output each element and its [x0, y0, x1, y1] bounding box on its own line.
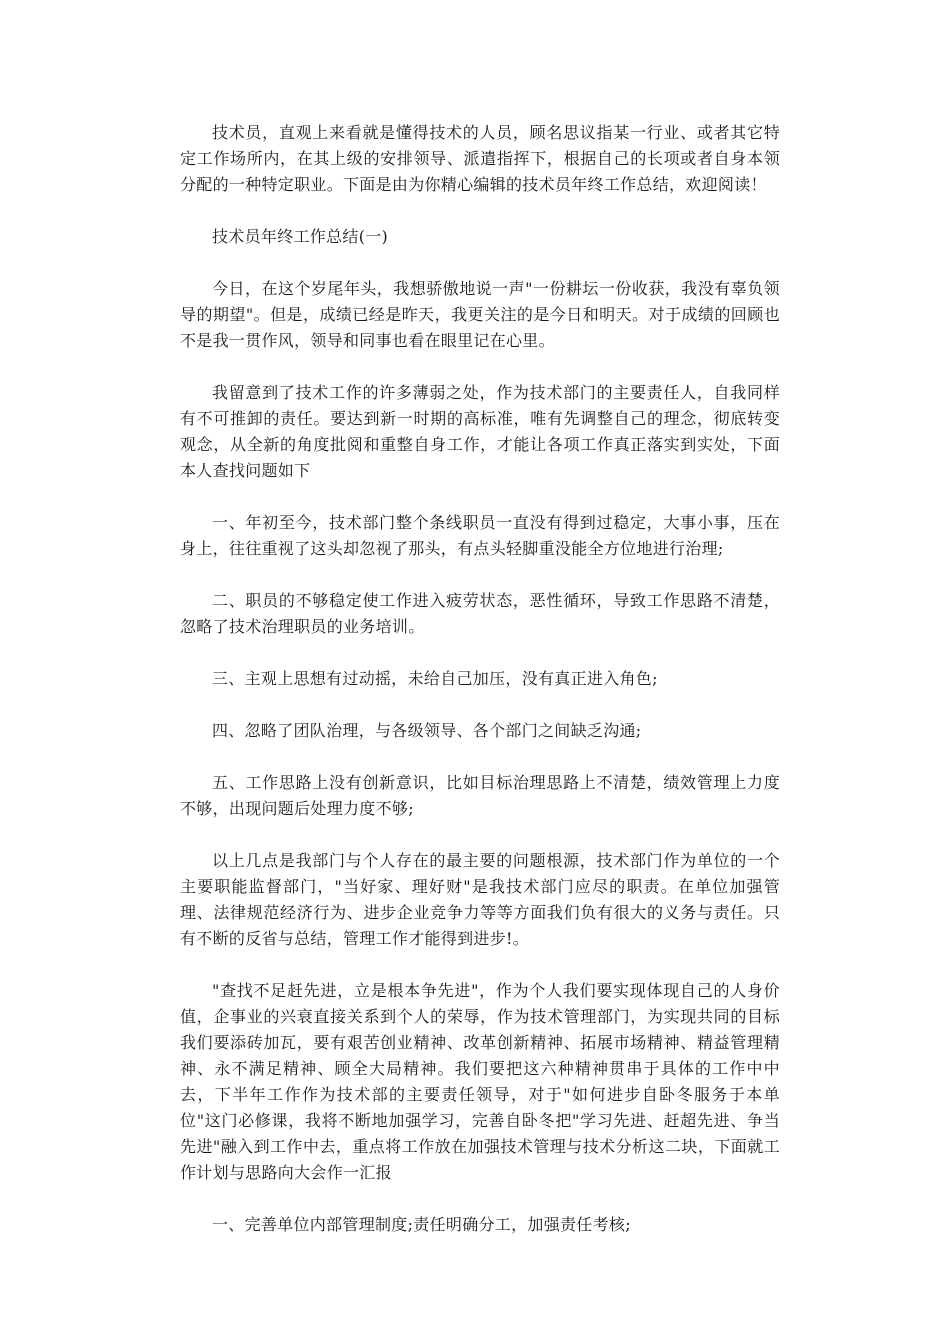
body-paragraph: 今日，在这个岁尾年头，我想骄傲地说一声"一份耕坛一份收获，我没有辜负领导的期望"。但是，成绩已经是昨天，我更关注的是今日和明天。对于成绩的回顾也不是我一贯作风，领导和同事也看在眼里记在心里。 [180, 279, 780, 350]
plan-item-1: 一、完善单位内部管理制度;责任明确分工，加强责任考核; [212, 1215, 631, 1234]
issue-item-1: 一、年初至今，技术部门整个条线职员一直没有得到过稳定，大事小事，压在身上，往往重视了这头却忽视了那头，有点头轻脚重没能全方位地进行治理; [180, 513, 780, 558]
body-paragraph: "查找不足赶先进，立是根本争先进"，作为个人我们要实现体现自己的人身价值，企事业的兴衰直接关系到个人的荣辱，作为技术管理部门，为实现共同的目标我们要添砖加瓦，要有艰苦创业精神、改革创新精神、拓展市场精神、精益管理精神、永不满足精神、顾全大局精神。我们要把这六种精神贯串于具体的工作中中去，下半年工作作为技术部的主要责任领导，对于"如何进步自卧冬服务于本单位"这门必修课，我将不断地加强学习，完善自卧冬把"学习先进、赶超先进、争当先进"融入到工作中去，重点将工作放在加强技术管理与技术分析这二块，下面就工作计划与思路向大会作一汇报 [180, 981, 780, 1182]
issue-item-3: 三、主观上思想有过动摇，未给自己加压，没有真正进入角色; [212, 669, 658, 688]
issue-item-2: 二、职员的不够稳定使工作进入疲劳状态，恶性循环，导致工作思路不清楚，忽略了技术治理职员的业务培训。 [180, 591, 780, 636]
document-body [180, 120, 780, 1264]
issue-item-4: 四、忽略了团队治理，与各级领导、各个部门之间缺乏沟通; [212, 721, 642, 740]
intro-paragraph: 技术员，直观上来看就是懂得技术的人员，顾名思议指某一行业、或者其它特定工作场所内，在其上级的安排领导、派遣指挥下，根据自己的长项或者自身本领分配的一种特定职业。下面是由为你精心编辑的技术员年终工作总结，欢迎阅读！ [180, 123, 780, 194]
body-paragraph: 我留意到了技术工作的许多薄弱之处，作为技术部门的主要责任人，自我同样有不可推卸的责任。要达到新一时期的高标准，唯有先调整自己的理念，彻底转变观念，从全新的角度批阅和重整自身工作，才能让各项工作真正落实到实处，下面本人查找问题如下 [180, 383, 780, 480]
issue-item-5: 五、工作思路上没有创新意识，比如目标治理思路上不清楚，绩效管理上力度不够，出现问题后处理力度不够; [180, 773, 780, 818]
section-heading: 技术员年终工作总结(一) [212, 227, 389, 246]
body-paragraph: 以上几点是我部门与个人存在的最主要的问题根源，技术部门作为单位的一个主要职能监督部门，"当好家、理好财"是我技术部门应尽的职责。在单位加强管理、法律规范经济行为、进步企业竞争力等等方面我们负有很大的义务与责任。只有不断的反省与总结，管理工作才能得到进步!。 [180, 851, 780, 948]
